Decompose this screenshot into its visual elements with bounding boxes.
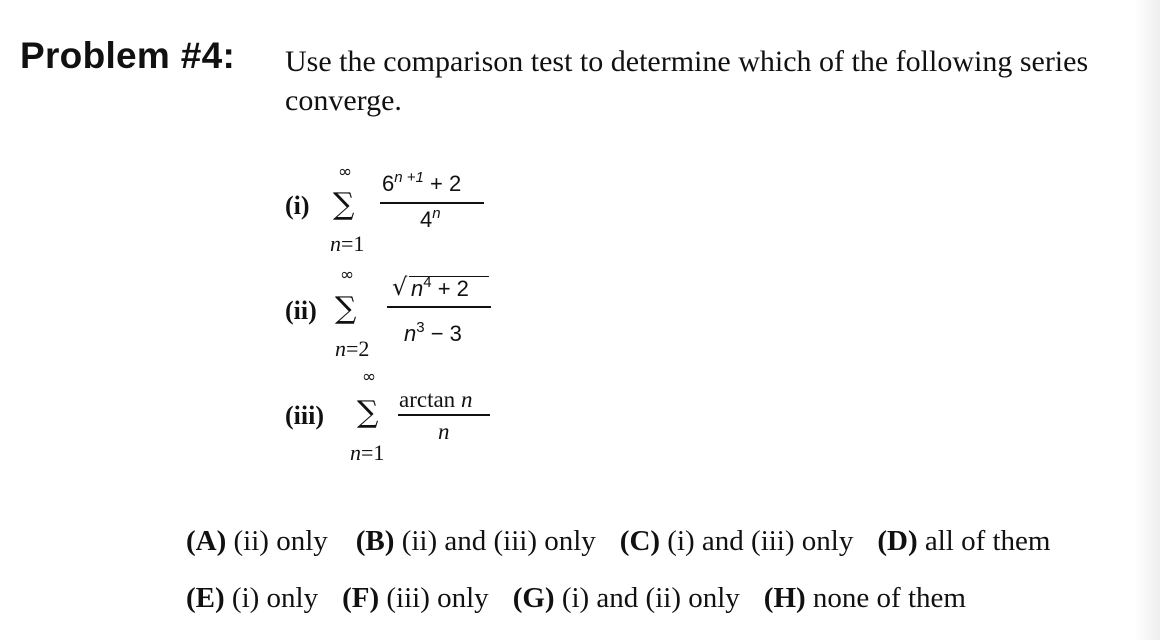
fraction-denominator: $n^3 - 3$ [404, 319, 462, 346]
fraction-numerator: $n^4 + 2$ [411, 274, 469, 301]
summation-symbol: ∑ [335, 291, 357, 326]
summation-lower-limit: n=2 [335, 336, 370, 361]
summation-lower-limit: n=1 [330, 231, 365, 256]
problem-statement-line-1: Use the comparison test to determine which of the following series [285, 45, 1089, 78]
infinity-symbol: ∞ [340, 265, 355, 285]
answer-choices-row-1 [186, 525, 1051, 557]
infinity-symbol: ∞ [338, 162, 353, 182]
choice-b[interactable]: (B) (ii) and (iii) only [355, 525, 596, 557]
fraction-denominator: n [438, 419, 450, 444]
fraction-numerator: $6^{n +1} + 2$ [382, 169, 462, 196]
square-root-icon: √ [392, 273, 408, 301]
series-label: (i) [285, 191, 310, 220]
choice-c[interactable]: (C) (i) and (iii) only [619, 525, 854, 557]
series-label: (ii) [285, 296, 317, 325]
fraction-bar [380, 202, 484, 204]
infinity-symbol: ∞ [362, 367, 377, 387]
choice-d[interactable]: (D) all of them [877, 525, 1051, 557]
choice-a[interactable]: (A) (ii) only [186, 525, 328, 557]
fraction-denominator: 4$^n$ [420, 205, 441, 232]
choice-e[interactable]: (E) (i) only [186, 582, 319, 614]
fraction-bar [387, 306, 491, 308]
fraction-numerator: arctan n [399, 387, 473, 412]
choice-h[interactable]: (H) none of them [763, 582, 966, 614]
scroll-edge-shade [1134, 0, 1160, 640]
choice-g[interactable]: (G) (i) and (ii) only [512, 582, 740, 614]
problem-label: Problem #4: [20, 35, 236, 76]
summation-lower-limit: n=1 [350, 440, 385, 465]
problem-statement-line-2: converge. [285, 84, 402, 117]
choice-f[interactable]: (F) (iii) only [342, 582, 489, 614]
summation-symbol: ∑ [357, 395, 379, 430]
summation-symbol: ∑ [333, 187, 355, 222]
series-label: (iii) [285, 401, 324, 430]
answer-choices-row-2 [186, 582, 966, 614]
fraction-bar [398, 414, 490, 416]
